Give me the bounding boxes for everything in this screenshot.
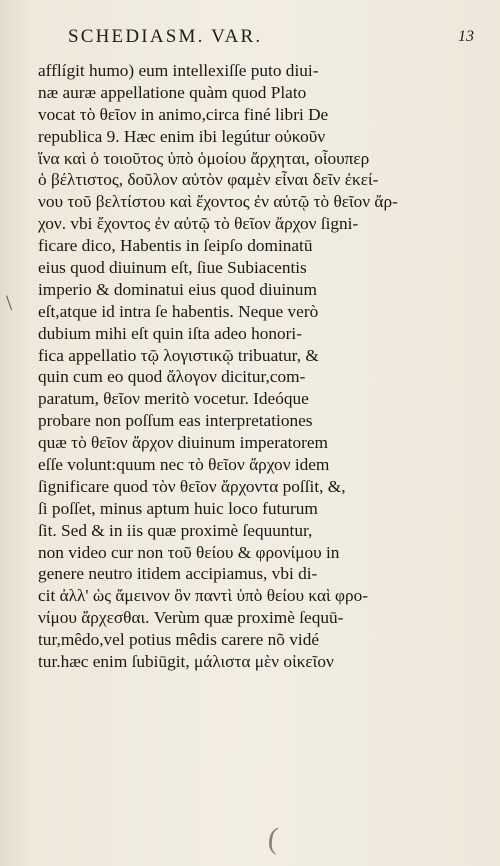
text-line: ſit. Sed & in iis quæ proximè ſequuntur, — [38, 520, 313, 540]
text-line: genere neutro itidem accipiamus, vbi di- — [38, 564, 318, 584]
text-line: νίμου ἄρχεσθαι. Verùm quæ proximè ſequū- — [38, 608, 344, 628]
text-line: quin cum eo quod ἄλογον dicitur,com- — [38, 367, 306, 387]
text-line: imperio & dominatui eius quod diuinum — [38, 279, 317, 299]
text-line: fica appellatio τῷ λογιστικῷ tribuatur, & — [38, 345, 319, 365]
text-line: ſi poſſet, minus aptum huic loco futurum — [38, 498, 318, 518]
page-number: 13 — [458, 28, 474, 45]
margin-mark: \ — [6, 290, 13, 315]
text-line: νου τοῦ βελτίστου καὶ ἔχοντος ἐν αὐτῷ τὸ θεῖον ἄρ- — [38, 192, 398, 212]
text-line: eſt,atque id intra ſe habentis. Neque verò — [38, 301, 319, 321]
text-line: republica 9. Hæc enim ibi legútur οὐκοῦν — [38, 126, 326, 146]
bottom-mark: ( — [266, 821, 280, 856]
text-line: non video cur non τοῦ θείου & φρονίμου in — [38, 542, 340, 562]
text-line: ὁ βέλτιστος, δοῦλον αὐτὸν φαμὲν εἶναι δεῖν ἐκεί- — [38, 170, 379, 190]
text-line: næ auræ appellatione quàm quod Plato — [38, 82, 307, 102]
text-line: ſignificare quod τὸν θεῖον ἄρχοντα poſſit, &, — [38, 476, 346, 496]
page-header — [68, 26, 478, 54]
text-line: ἵνα καὶ ὁ τοιοῦτος ὑπὸ ὁμοίου ἄρχηται, οἷουπερ — [38, 148, 370, 168]
text-line: quæ τὸ θεῖον ἄρχον diuinum imperatorem — [38, 433, 328, 453]
text-line: χον. vbi ἔχοντος ἐν αὐτῷ τὸ θεῖον ἄρχον ſigni- — [38, 214, 359, 234]
text-line: paratum, θεῖον meritò vocetur. Ideóque — [38, 389, 309, 409]
text-line: eius quod diuinum eſt, ſiue Subiacentis — [38, 258, 307, 278]
body-text — [38, 60, 438, 673]
running-title: SCHEDIASM. VAR. — [68, 26, 263, 47]
text-line: tur.hæc enim ſubiūgit, μάλιστα μὲν οἰκεῖον — [38, 652, 334, 672]
text-line: vocat τὸ θεῖον in animo,circa finé libri De — [38, 104, 329, 124]
text-line: dubium mihi eſt quin iſta adeo honori- — [38, 323, 302, 343]
text-line: cit ἀλλ' ὡς ἄμεινον ὂν παντὶ ὑπὸ θείου καὶ φρο- — [38, 586, 368, 606]
text-line: tur,mêdo,vel potius mêdis carere nõ vidé — [38, 630, 320, 650]
text-line: eſſe volunt:quum nec τὸ θεῖον ἄρχον idem — [38, 455, 330, 475]
text-line: ficare dico, Habentis in ſeipſo dominatū — [38, 236, 313, 256]
text-line: probare non poſſum eas interpretationes — [38, 411, 313, 431]
text-line: afflígit humo) eum intellexiſſe puto diui- — [38, 61, 319, 80]
